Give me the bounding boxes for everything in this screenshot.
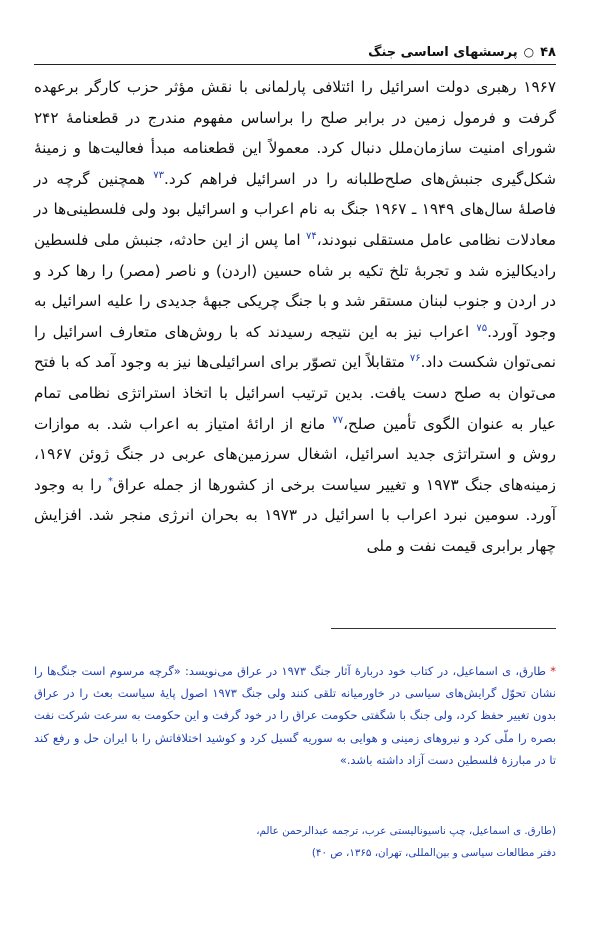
text-segment: اعراب نیز به این نتیجه رسیدند که با روش‌های متعارف اسرائیل را نمی‌توان شکست داد. [34,322,556,372]
footnote-ref[interactable]: ۷۵ [476,322,488,334]
footnote-ref[interactable]: ۷۶ [409,353,421,365]
circle-bullet-icon: ○ [523,45,535,59]
footnote-body: طارق، ی اسماعیل، در کتاب خود دربارهٔ آثار جنگ ۱۹۷۳ در عراق می‌نویسد: «گرچه مرسوم است جنگ‌ها را نشان تحوّل گرایش‌های سیاسی در خاورمیانه تلقی کنند ولی جنگ ۱۹۷۳ اصول پایهٔ سیاست بعث را در عراق بدون تغییر حفظ کرد، ولی جنگ با شگفتی حکومت عراق را در خود گرفت و این حکومت به سرعت شرکت نفت بصره را ملّی کرد و نیروهای زمینی و هوایی به سوریه گسیل کرد و کوشید اختلافاتش را با ایران حل و رفع کند تا در مبارزهٔ فلسطین دست آزاد داشته باشد.» [34,664,556,767]
footnote-star-ref[interactable]: * [107,475,113,487]
main-text [34,72,556,562]
text-segment: را به وجود آورد. سومین نبرد اعراب با اسرائیل در ۱۹۷۳ به بحران انرژی منجر شد. افزایش چهار برابری قیمت نفت و ملی [34,475,556,555]
footnote-divider [331,628,556,629]
chapter-title: پرسشهای اساسی جنگ [368,44,518,60]
text-segment: ۱۹۶۷ رهبری دولت اسرائیل را ائتلافی پارلمانی با نقش مؤثر حزب کارگر برعهده گرفت و فرمول زمین در برابر صلح را براساس مفهوم مندرج در قطعنامهٔ ۲۴۲ شورای امنیت سازمان‌ملل دنبال کرد. معمولاً این قطعنامه مبدأ فعالیت‌ها و زمینهٔ شکل‌گیری جنبش‌های صلح‌طلبانه را در اسرائیل فراهم کرد. [34,78,556,188]
footnote [34,660,556,771]
text-segment: مانع از ارائهٔ امتیاز به اعراب شد. به موازات روش و استراتژی جدید اسرائیل، اشغال سرزمین‌های عربی در جنگ ژوئن ۱۹۶۷، زمینه‌های جنگ ۱۹۷۳ و تغییر سیاست برخی از کشورها از جمله عراق [34,414,556,494]
footnote-ref[interactable]: ۷۷ [332,414,344,426]
text-segment: اما پس از این حادثه، جنبش ملی فلسطین رادیکالیزه شد و تجربهٔ تلخ تکیه بر شاه حسین (اردن) و ناصر (مصر) را رها کرد و در اردن و جنوب لبنان مستقر شد و با جنگ چریکی جبههٔ جدیدی را علیه اسرائیل به وجود آورد. [34,230,556,341]
footnote-text [34,660,556,771]
footnote-ref[interactable]: ۷۳ [153,169,165,181]
citation-line-2: دفتر مطالعات سیاسی و بین‌المللی، تهران، ۱۳۶۵، ص ۴۰) [311,847,556,859]
footnote-star: * [550,664,556,678]
running-header [34,40,556,65]
text-segment: متقابلاً این تصوّر برای اسرائیلی‌ها نیز به وجود آمد که با فتح می‌توان به صلح دست یافت. بدین ترتیب اسرائیل با اتخاذ استراتژی نظامی تمام عیار به عنوان الگوی تأمین صلح، [34,353,556,433]
footnote-citation [34,820,556,864]
citation-line-1: (طارق. ی اسماعیل، چپ ناسیونالیستی عرب، ترجمه عبدالرحمن عالم، [256,825,556,837]
page-number: ۴۸ [540,44,556,60]
body-paragraph [34,72,556,562]
text-segment: همچنین گرچه در فاصلهٔ سال‌های ۱۹۴۹ ـ ۱۹۶۷ جنگ به نام اعراب و اسرائیل بود ولی فلسطینی‌ها در معادلات نظامی عامل مستقلی نبودند، [34,169,556,249]
footnote-ref[interactable]: ۷۴ [306,230,317,242]
